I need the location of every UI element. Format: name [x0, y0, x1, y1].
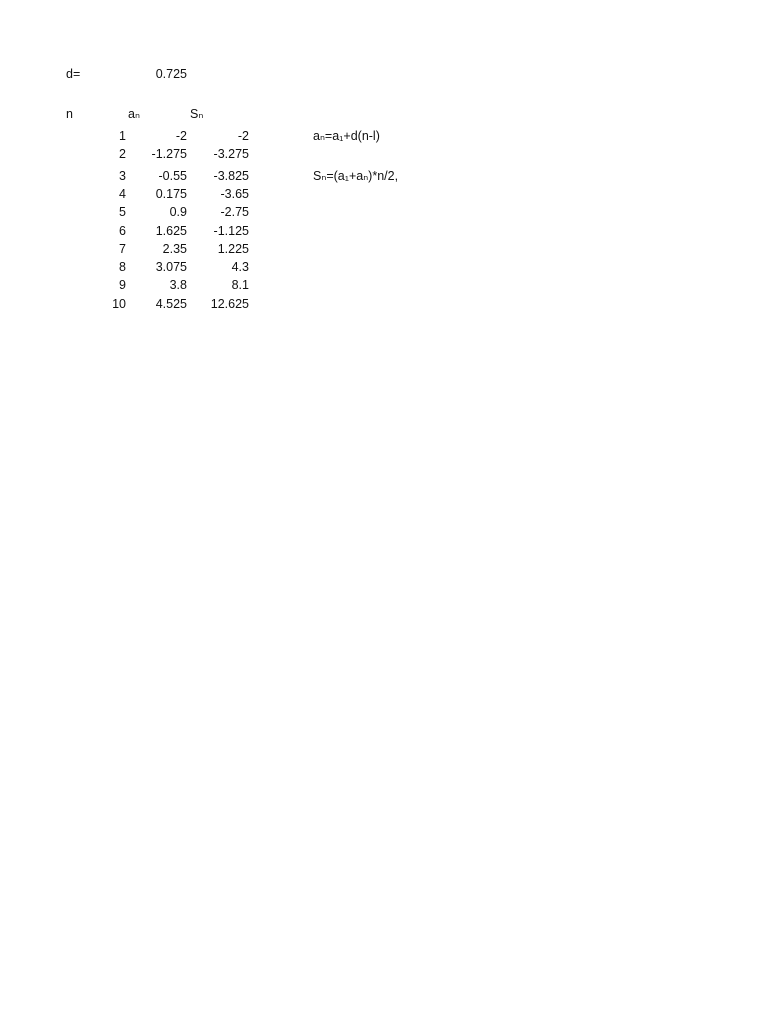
- cell-a-n[interactable]: 3.8: [169, 278, 187, 292]
- cell-s-n[interactable]: -2.75: [220, 205, 249, 219]
- d-label: d=: [66, 67, 81, 81]
- cell-a-n[interactable]: 1.625: [155, 224, 187, 238]
- cell-n[interactable]: 7: [119, 242, 126, 256]
- cell-s-n[interactable]: 8.1: [231, 278, 249, 292]
- cell-a-n[interactable]: -0.55: [158, 169, 187, 183]
- header-s-n: Sₙ: [190, 107, 204, 121]
- cell-s-n[interactable]: 4.3: [231, 260, 249, 274]
- formula-a-n[interactable]: aₙ=a₁+d(n-l): [313, 129, 380, 143]
- cell-s-n[interactable]: -3.65: [220, 187, 249, 201]
- cell-n[interactable]: 5: [119, 205, 126, 219]
- cell-n[interactable]: 8: [119, 260, 126, 274]
- cell-n[interactable]: 4: [119, 187, 126, 201]
- header-a-n: aₙ: [128, 107, 140, 121]
- cell-n[interactable]: 6: [119, 224, 126, 238]
- cell-s-n[interactable]: -3.825: [213, 169, 249, 183]
- cell-s-n[interactable]: -2: [237, 129, 249, 143]
- cell-n[interactable]: 1: [119, 129, 126, 143]
- d-value-cell[interactable]: 0.725: [155, 67, 187, 81]
- cell-a-n[interactable]: 0.175: [155, 187, 187, 201]
- cell-a-n[interactable]: -2: [175, 129, 187, 143]
- cell-n[interactable]: 3: [119, 169, 126, 183]
- cell-a-n[interactable]: 4.525: [155, 297, 187, 311]
- cell-n[interactable]: 10: [112, 297, 126, 311]
- cell-a-n[interactable]: -1.275: [151, 147, 187, 161]
- cell-n[interactable]: 9: [119, 278, 126, 292]
- cell-s-n[interactable]: -3.275: [213, 147, 249, 161]
- formula-s-n[interactable]: Sₙ=(a₁+aₙ)*n/2,: [313, 169, 399, 183]
- cell-a-n[interactable]: 3.075: [155, 260, 187, 274]
- cell-n[interactable]: 2: [119, 147, 126, 161]
- cell-s-n[interactable]: 1.225: [217, 242, 249, 256]
- cell-s-n[interactable]: 12.625: [210, 297, 249, 311]
- header-n: n: [66, 107, 73, 121]
- cell-a-n[interactable]: 0.9: [169, 205, 187, 219]
- cell-s-n[interactable]: -1.125: [213, 224, 249, 238]
- cell-a-n[interactable]: 2.35: [162, 242, 187, 256]
